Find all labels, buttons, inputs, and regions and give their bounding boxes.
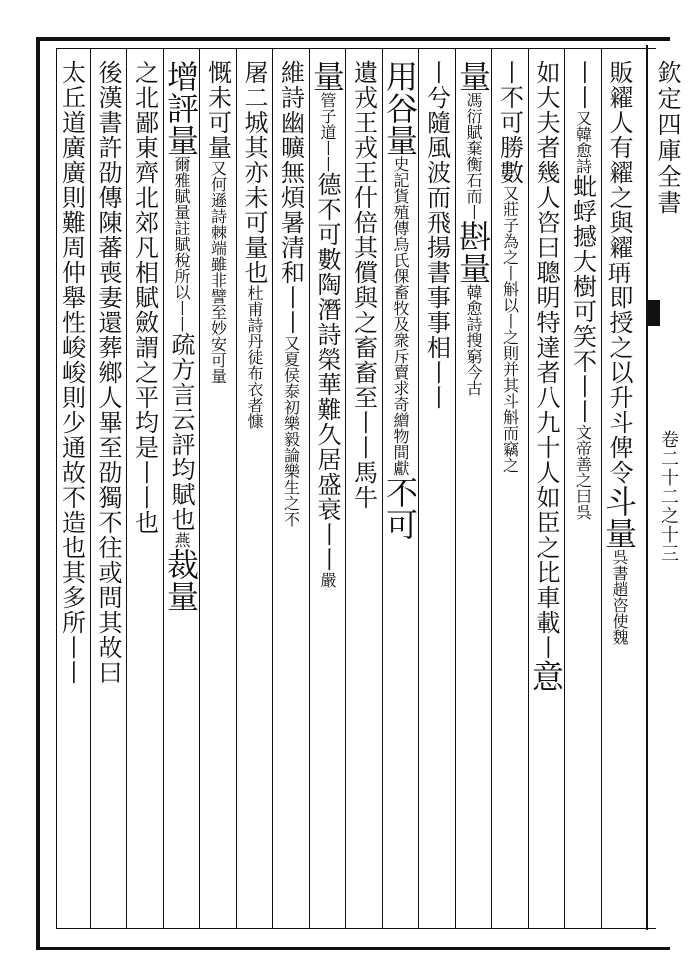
text-column <box>162 60 200 612</box>
body-text: 遺戎王戎王什倍其償與之畜畜至丨丨馬牛 <box>349 60 378 510</box>
fishtail-mark <box>646 300 660 326</box>
entry-heading: 裁量 <box>162 548 200 612</box>
entry-heading: 量 <box>308 60 346 92</box>
annotation-text: 又莊子為之丨斛以丨之則并其斗斛而竊之 <box>500 185 520 473</box>
column-rule <box>564 48 565 928</box>
body-text: 維詩幽曠無煩暑清和丨丨 <box>276 60 305 335</box>
body-text: 丨不可勝數 <box>495 60 524 185</box>
margin-volume-label: 卷二十二之十三 <box>658 430 679 563</box>
entry-heading: 斗量 <box>600 485 638 549</box>
column-rule <box>601 48 602 928</box>
body-text: 丨丨 <box>568 374 597 424</box>
text-column <box>424 60 450 410</box>
text-column <box>308 60 346 588</box>
body-text: 丨兮隨風波而飛揚 <box>422 60 451 260</box>
column-rule <box>199 48 200 928</box>
text-column <box>454 60 492 396</box>
column-rule <box>309 48 310 928</box>
column-rule <box>528 48 529 928</box>
text-column <box>241 60 267 429</box>
body-text: 屠二城其亦未可量也 <box>240 60 268 285</box>
text-column <box>381 60 419 540</box>
annotation-text: 爾雅賦量註賦稅所以丨丨 <box>172 156 191 332</box>
annotation-text: 史記貨殖傳烏氏倮畜牧及衆斥賣求奇繒物間獻 <box>391 156 410 476</box>
annotation-text: 又何遜詩棘端雖非譬至妙安可量 <box>208 160 228 384</box>
entry-heading: 增 <box>162 60 200 92</box>
column-rule <box>418 48 419 928</box>
annotation-text: 嚴 <box>318 572 337 588</box>
column-rule <box>272 48 273 928</box>
column-rule <box>491 48 492 928</box>
entry-heading: 不可 <box>381 476 419 540</box>
inner-border-top <box>56 48 656 49</box>
body-text: 蚍蜉撼大樹可笑不 <box>568 174 597 374</box>
column-rule <box>236 48 237 928</box>
body-text: 後漢書許劭傳陳蕃喪妻還葬鄉人畢至劭獨不往或問其故曰 <box>94 60 122 685</box>
text-column <box>351 60 377 510</box>
column-rule <box>90 48 91 928</box>
body-text: 太丘道廣廣則難周仲舉性峻峻則少通故不造也其多所丨丨 <box>57 60 86 685</box>
column-rule <box>455 48 456 928</box>
body-text: 如大夫者幾人咨曰聰明特達者八九十人如臣之比車載丨 <box>532 60 560 660</box>
inner-border-bottom <box>56 928 656 929</box>
text-column <box>205 60 231 384</box>
entry-heading: 斟量 <box>454 220 492 284</box>
annotation-text: 韓愈詩搜窮今古 <box>464 284 483 396</box>
entry-heading: 評量 <box>162 92 200 156</box>
entry-heading: 用谷量 <box>381 60 419 156</box>
annotation-text: 文帝善之曰呉 <box>573 424 593 520</box>
text-column <box>278 60 304 527</box>
text-column <box>132 60 158 535</box>
text-column <box>59 60 85 685</box>
column-rule <box>126 48 127 928</box>
annotation-text: 管子道丨丨 <box>318 92 337 172</box>
text-column <box>95 60 121 685</box>
body-text: 販糴人有糴之與糴𤥆即授之以升斗俾令 <box>605 60 633 485</box>
entry-heading: 意 <box>527 660 565 692</box>
body-text: 丨丨 <box>568 60 597 110</box>
annotation-text: 馮衍賦棄衡石而丨 <box>464 92 483 220</box>
body-text: 慨未可量 <box>203 60 232 160</box>
annotation-text: 燕 <box>172 532 191 548</box>
annotation-text: 呉書趙咨使魏 <box>610 549 629 645</box>
annotation-text: 又夏侯泰初樂毅論樂生之不 <box>281 335 301 527</box>
body-text: 德不可數陶潛詩榮華難久居盛衰丨丨 <box>313 172 341 572</box>
margin-book-title: 欽定四庫全書 <box>653 60 681 216</box>
text-column <box>497 60 523 473</box>
body-text: 之北鄙東齊北郊凡相賦斂謂之平均是丨丨也 <box>130 60 159 535</box>
column-rule <box>163 48 164 928</box>
entry-heading: 量 <box>454 60 492 92</box>
body-text: 疏方言云評均賦也 <box>167 332 195 532</box>
column-rule <box>345 48 346 928</box>
text-column <box>570 60 596 520</box>
body-text: 書事事相丨丨 <box>422 260 451 410</box>
annotation-text: 杜甫詩丹徒布衣者慷 <box>245 285 264 429</box>
column-rule <box>382 48 383 928</box>
annotation-text: 又韓愈詩 <box>573 110 593 174</box>
text-column <box>600 60 638 645</box>
text-column <box>527 60 565 692</box>
